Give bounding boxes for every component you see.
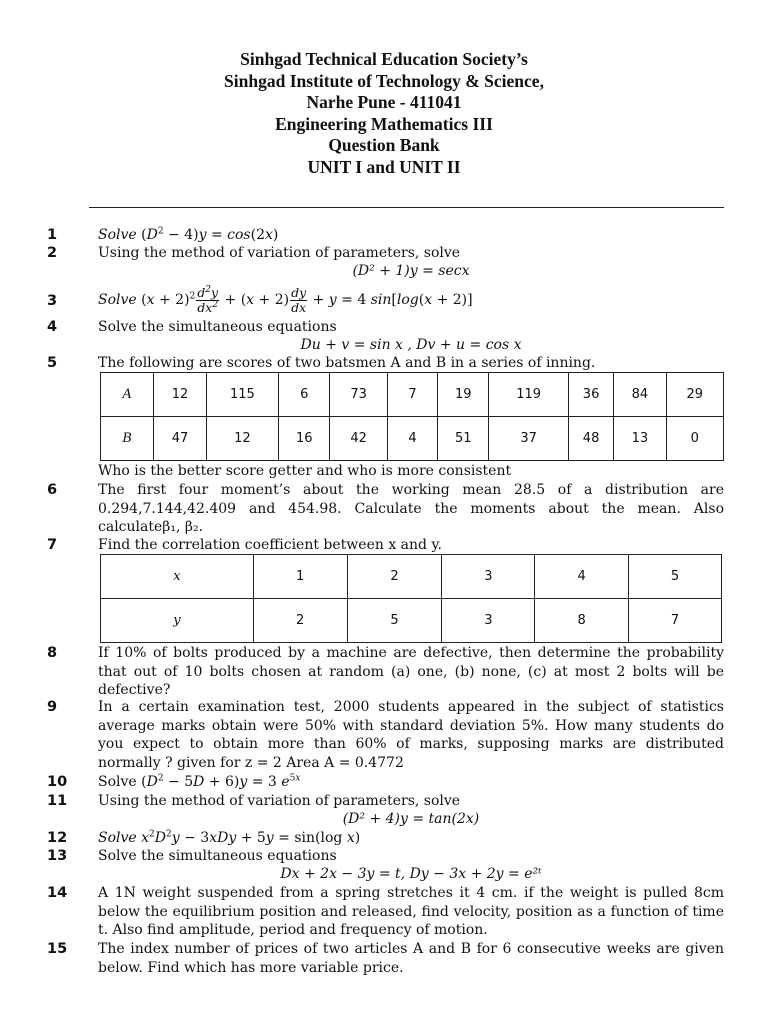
table-cell: 5 [629,555,722,599]
question-4-text: Solve the simultaneous equations [98,319,337,335]
header-divider [89,207,724,208]
table-cell: 2 [253,599,347,643]
question-number: 2 [47,245,58,261]
table-row-label: B [101,417,154,461]
table-cell: 73 [330,373,387,417]
table-cell: 48 [568,417,613,461]
table-cell: 4 [535,555,629,599]
table-cell: 84 [614,373,666,417]
question-2-equation: (D² + 1)y = secx [352,263,470,279]
question-2-text: Using the method of variation of parameters, solve [98,245,461,261]
table-row-label: x [101,555,254,599]
table-row [101,417,724,461]
question-number: 9 [47,699,58,715]
table-cell: 5 [347,599,442,643]
question-number: 13 [47,848,68,864]
question-number: 5 [47,355,58,371]
table-cell: 29 [666,373,723,417]
table-cell: 7 [629,599,722,643]
table-cell: 19 [438,373,489,417]
question-number: 6 [47,482,58,498]
question-number: 11 [47,793,68,809]
document-header [0,49,768,179]
question-13-text: Solve the simultaneous equations [98,848,337,864]
question-1-text: Solve $(D^2 - 4)y = \cos(2x)$ [98,226,279,243]
society-name: Sinhgad Technical Education Society’s [240,49,528,69]
table-cell: 12 [154,373,206,417]
question-number: 3 [47,293,58,309]
table-cell: 1 [253,555,347,599]
table-cell: 3 [442,555,535,599]
table-row-label: A [101,373,154,417]
table-cell: 36 [568,373,613,417]
unit-title: UNIT I and UNIT II [307,156,461,177]
table-cell: 51 [438,417,489,461]
question-number: 15 [47,941,68,957]
table-cell: 115 [206,373,278,417]
table-cell: 119 [489,373,569,417]
question-5-followup: Who is the better score getter and who is more consistent [98,463,512,479]
question-6-text: The first four moment’s about the working mean 28.5 of a distribution are 0.294,7.144,42.409 and 454.98. Calculate the moments about the mean. Also calculateβ₁, β₂. [98,482,724,535]
question-14-text: A 1N weight suspended from a spring stretches it 4 cm. if the weight is pulled 8cm below the equilibrium position and released, find velocity, position as a function of time t. Also find amplitude, period and frequency of motion. [98,885,724,938]
question-11-equation: (D² + 4)y = tan(2x) [342,811,480,827]
question-11-text: Using the method of variation of parameters, solve [98,793,461,809]
table-cell: 4 [387,417,437,461]
table-cell: 13 [614,417,666,461]
institute-name: Sinhgad Institute of Technology & Science, [224,70,544,91]
question-number: 14 [47,885,68,901]
correlation-table [100,554,722,643]
question-9-text: In a certain examination test, 2000 students appeared in the subject of statistics average marks obtain were 50% with standard deviation 5%. How many students do you expect to obtain more than 60% of marks, supposing marks are distributed normally ? given for z = 2 Area A = 0.4772 [98,699,724,771]
table-cell: 8 [535,599,629,643]
question-12-text: Solve $x^2D^2y - 3xDy + 5y = \sin(\log$ x) [98,829,361,846]
table-cell: 3 [442,599,535,643]
subject-title: Engineering Mathematics III [275,113,493,134]
question-8-text: If 10% of bolts produced by a machine are defective, then determine the probability that out of 10 bolts chosen at random (a) one, (b) none, (c) at most 2 bolts will be defective? [98,645,724,698]
table-cell: 12 [206,417,278,461]
table-row [101,373,724,417]
question-4-equation: Du + v = sin x , Dv + u = cos x [300,337,522,353]
question-10-text: Solve $(D^2 - 5D + 6)y = 3$ $e^{5x}$ [98,773,301,790]
question-number: 4 [47,319,58,335]
table-cell: 37 [489,417,569,461]
table-row [101,555,722,599]
question-number: 12 [47,830,68,846]
table-row-label: y [101,599,254,643]
institute-address: Narhe Pune - 411041 [306,92,462,113]
table-cell: 6 [279,373,330,417]
question-15-text: The index number of prices of two articles A and B for 6 consecutive weeks are given below. Find which has more variable price. [98,941,724,976]
table-cell: 42 [330,417,387,461]
batsmen-scores-table [100,372,724,461]
question-number: 8 [47,645,58,661]
table-cell: 47 [154,417,206,461]
question-number: 1 [47,227,58,243]
question-number: 10 [47,774,68,790]
table-cell: 2 [347,555,442,599]
question-7-text: Find the correlation coefficient between x and y. [98,537,442,553]
question-5-text: The following are scores of two batsmen A and B in a series of inning. [98,355,596,371]
table-cell: 16 [279,417,330,461]
question-3-text: Solve $(x + 2)^2$ $\frac{d^2y}{dx^2}$ + (x + 2) $\frac{dy}{dx}$ + y = 4 sin[log(x + 2)] [98,284,473,315]
table-cell: 0 [666,417,723,461]
document-type: Question Bank [328,135,440,156]
question-13-equation: Dx + 2x − 3y = t, Dy − 3x + 2y = e²ᵗ [280,866,542,882]
table-cell: 7 [387,373,437,417]
table-row [101,599,722,643]
question-number: 7 [47,537,58,553]
